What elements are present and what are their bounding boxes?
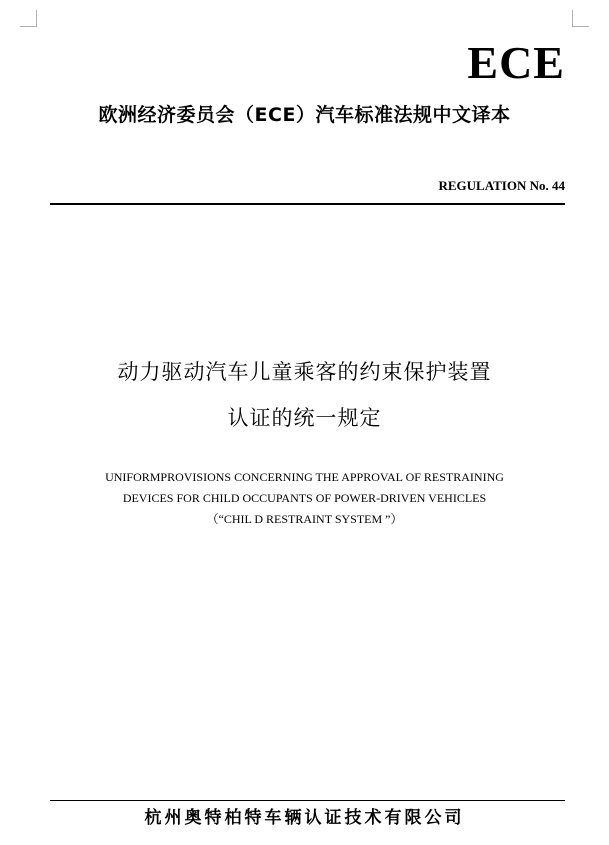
crop-mark-top-left <box>20 10 37 27</box>
header-divider <box>50 203 565 205</box>
header-title: 欧洲经济委员会（ECE）汽车标准法规中文译本 <box>98 104 511 126</box>
footer-company-name: 杭州奥特柏特车辆认证技术有限公司 <box>144 808 465 828</box>
cover-title-en-line-1: UNIFORMPROVISIONS CONCERNING THE APPROVAL OF RESTRAINING <box>105 470 504 484</box>
crop-mark-top-right <box>572 10 589 27</box>
ece-logo: ECE <box>467 37 565 88</box>
cover-title-en-line-2: DEVICES FOR CHILD OCCUPANTS OF POWER-DRIVEN VEHICLES <box>122 491 487 505</box>
cover-title-cn-line-2: 认证的统一规定 <box>227 406 382 430</box>
regulation-number: REGULATION No. 44 <box>438 178 565 193</box>
footer-divider <box>50 800 565 801</box>
cover-title-en-line-3: （“CHIL D RESTRAINT SYSTEM ”） <box>206 512 403 526</box>
cover-title-cn-line-1: 动力驱动汽车儿童乘客的约束保护装置 <box>117 360 492 384</box>
